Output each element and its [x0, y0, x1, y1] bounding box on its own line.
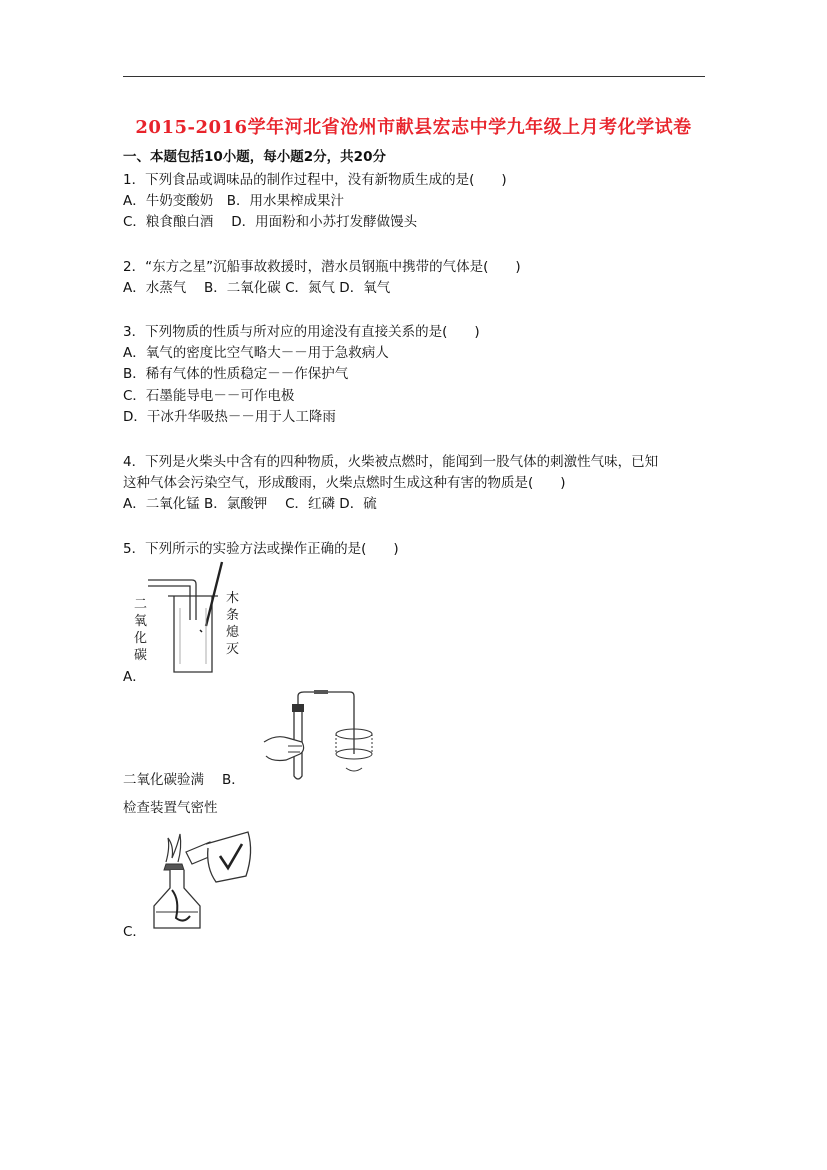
q1-stem: 1．下列食品或调味品的制作过程中，没有新物质生成的是( ) — [123, 172, 507, 188]
q1-options-cd: C．粮食酿白酒 D．用面粉和小苏打发酵做馒头 — [123, 214, 418, 230]
figure-c-drawing — [150, 828, 260, 938]
figure-a-caption: 二氧化碳验满 — [123, 772, 204, 788]
q4-options: A．二氧化锰 B．氯酸钾 C．红磷 D．硫 — [123, 496, 377, 512]
q3-stem: 3．下列物质的性质与所对应的用途没有直接关系的是( ) — [123, 324, 480, 340]
q1-options-ab: A．牛奶变酸奶 B．用水果榨成果汁 — [123, 193, 344, 209]
q2-stem: 2．“东方之星”沉船事故救援时，潜水员钢瓶中携带的气体是( ) — [123, 259, 521, 275]
q4-stem-line2: 这种气体会污染空气，形成酸雨，火柴点燃时生成这种有害的物质是( ) — [123, 475, 566, 491]
q3-option-a: A．氧气的密度比空气略大－－用于急救病人 — [123, 345, 389, 361]
q3-option-d: D．干冰升华吸热－－用于人工降雨 — [123, 409, 336, 425]
q5-option-b-marker: B． — [222, 772, 245, 788]
q3-option-b: B．稀有气体的性质稳定－－作保护气 — [123, 366, 349, 382]
q5-option-c-marker: C． — [123, 924, 146, 940]
q2-options: A．水蒸气 B．二氧化碳 C．氮气 D．氧气 — [123, 280, 391, 296]
figure-a-right-label: 木 条 熄 灭 — [226, 591, 240, 657]
figure-b-airtight-check — [262, 690, 382, 785]
section-heading: 一、本题包括10小题，每小题2分，共20分 — [123, 149, 386, 165]
figure-b-drawing — [262, 690, 382, 785]
figure-c-alcohol-lamp — [150, 828, 260, 938]
figure-a-left-label: 二 氧 化 碳 — [134, 597, 148, 663]
q5-option-a-caption — [123, 768, 245, 788]
figure-a-co2-test — [134, 560, 250, 680]
q5-option-b-caption: 检查装置气密性 — [123, 800, 218, 816]
q5-stem: 5．下列所示的实验方法或操作正确的是( ) — [123, 541, 399, 557]
exam-title: 2015-2016学年河北省沧州市献县宏志中学九年级上月考化学试卷 — [135, 117, 692, 138]
q5-option-a-marker: A． — [123, 669, 146, 685]
header-rule — [123, 76, 705, 77]
q3-option-c: C．石墨能导电－－可作电极 — [123, 388, 295, 404]
q4-stem-line1: 4．下列是火柴头中含有的四种物质，火柴被点燃时，能闻到一股气体的刺激性气味，已知 — [123, 454, 659, 470]
